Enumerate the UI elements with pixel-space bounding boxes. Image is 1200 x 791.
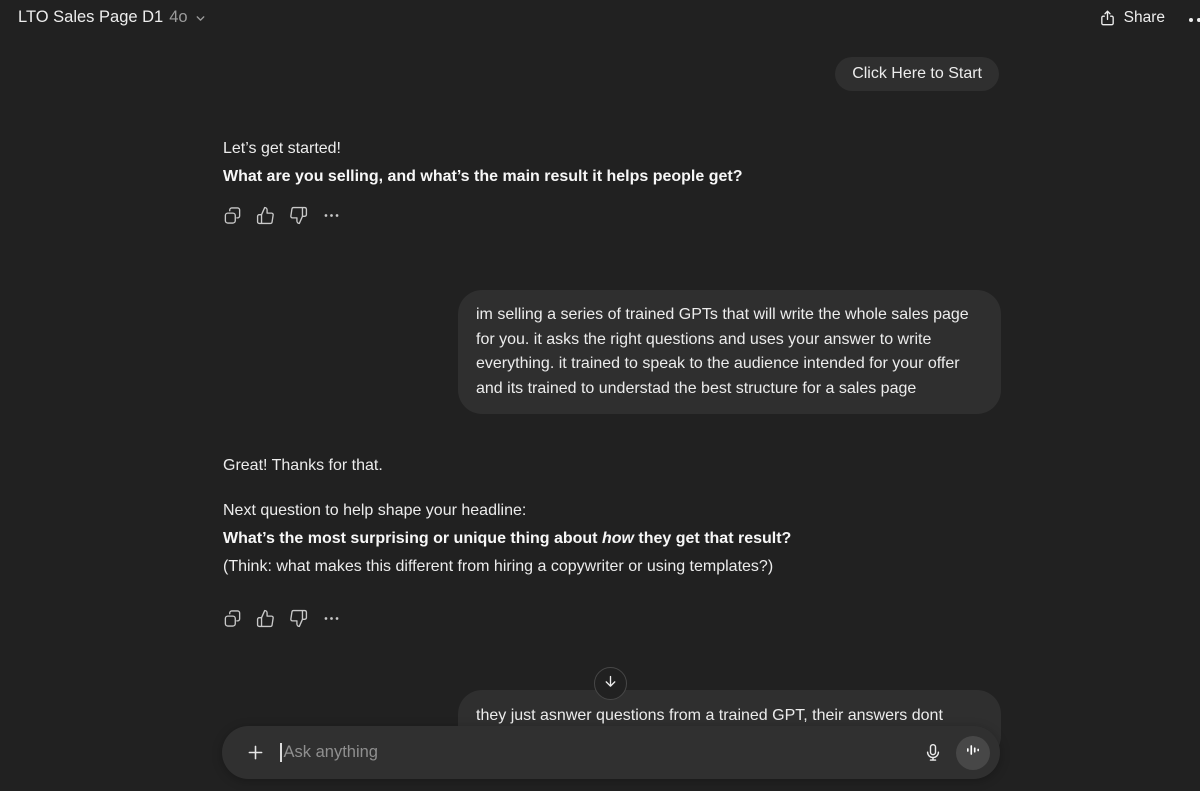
assistant-2-line2 (223, 525, 1003, 553)
voice-mode-button[interactable] (956, 736, 990, 770)
message-input[interactable]: Ask anything (283, 743, 378, 761)
copy-icon[interactable] (221, 607, 243, 629)
assistant-2-line2-post: they get that result? (633, 530, 792, 547)
chevron-down-icon (194, 12, 207, 25)
assistant-1-line1: Let’s get started! (223, 140, 341, 157)
more-options-button[interactable] (1189, 10, 1200, 22)
thumbs-down-icon[interactable] (287, 607, 309, 629)
more-actions-icon[interactable] (320, 204, 342, 226)
dot (1189, 18, 1193, 22)
page-title: LTO Sales Page D1 (18, 8, 164, 26)
copy-icon[interactable] (221, 204, 243, 226)
message-composer[interactable] (222, 726, 1000, 779)
share-button[interactable] (1099, 9, 1165, 27)
microphone-icon[interactable] (920, 740, 946, 766)
conversation-title-menu[interactable] (18, 8, 207, 27)
assistant-2-line3: (Think: what makes this different from hiring a copywriter or using templates?) (223, 558, 774, 575)
thumbs-down-icon[interactable] (287, 204, 309, 226)
arrow-down-icon (602, 673, 619, 695)
share-label: Share (1123, 9, 1165, 26)
assistant-message-2 (223, 452, 1003, 581)
text-caret (280, 743, 282, 762)
assistant-2-line2-italic: how (601, 530, 634, 547)
attach-plus-icon[interactable] (243, 741, 267, 765)
assistant-1-line2: What are you selling, and what’s the main result it helps people get? (223, 168, 743, 185)
model-label: 4o (169, 8, 188, 26)
share-icon (1099, 9, 1116, 27)
assistant-2-line1: Next question to help shape your headline: (223, 502, 527, 519)
thumbs-up-icon[interactable] (254, 204, 276, 226)
thumbs-up-icon[interactable] (254, 607, 276, 629)
assistant-message-1 (223, 135, 1003, 191)
assistant-2-para1: Great! Thanks for that. (223, 457, 383, 474)
user-message-1: im selling a series of trained GPTs that will write the whole sales page for you. it asks the right questions and uses your answer to write everything. it trained to speak to the audience intended for your offer and its trained to understad the best structure for a sales page (458, 290, 1001, 414)
assistant-2-line2-pre: What’s the most surprising or unique thing about (223, 530, 602, 547)
scroll-to-bottom-button[interactable] (594, 667, 627, 700)
voice-waveform-icon (964, 741, 982, 764)
message-2-actions (221, 607, 342, 629)
more-actions-icon[interactable] (320, 607, 342, 629)
message-1-actions (221, 204, 342, 226)
user-message-2-partial: they just asnwer questions from a trained GPT, their answers dont (458, 690, 1001, 760)
user-message-start: Click Here to Start (835, 57, 999, 91)
